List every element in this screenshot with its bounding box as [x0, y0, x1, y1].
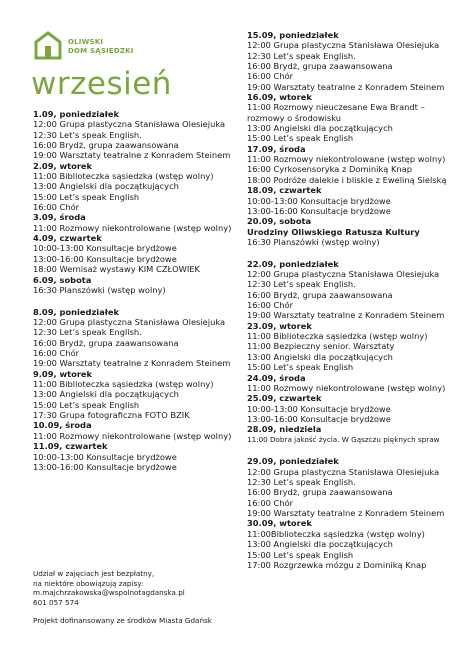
- event-item: 16:00 Chór: [33, 202, 80, 213]
- date-heading: 10.09, środa: [33, 420, 92, 431]
- event-item: 17:30 Grupa fotograficzna FOTO BZIK: [33, 410, 190, 421]
- footer-line: Udział w zajęciach jest bezpłatny,: [33, 569, 155, 578]
- event-item: 16:30 Planszówki (wstęp wolny): [33, 284, 166, 295]
- event-item: 12:30 Let’s speak English.: [33, 129, 142, 140]
- event-item: 11:00 Rozmowy niekontrolowane (wstęp wolny): [33, 430, 232, 441]
- event-item: 19:00 Warsztaty teatralne z Konradem Steinem: [247, 508, 445, 519]
- event-item: 13:00-16:00 Konsultacje brydżowe: [247, 413, 391, 424]
- section-spacer: [33, 295, 249, 307]
- event-item: 12:00 Grupa plastyczna Stanisława Olesiejuka: [33, 317, 226, 328]
- section-spacer: [247, 247, 460, 259]
- date-heading: 6.09, sobota: [33, 274, 92, 285]
- event-item: 16:00 Brydż, grupa zaawansowana: [247, 487, 393, 498]
- funding-note: Projekt dofinansowany ze środków Miasta Gdańsk: [33, 616, 212, 626]
- event-item: 16:00 Brydż, grupa zaawansowana: [247, 289, 393, 300]
- event-item: 12:30 Let’s speak English.: [247, 477, 356, 488]
- schedule-right-column: [247, 30, 460, 570]
- footer-line: na niektóre obowiązują zapisy:: [33, 578, 144, 588]
- date-heading: Urodziny Oliwskiego Ratusza Kultury: [247, 226, 420, 237]
- logo-text: [68, 30, 134, 56]
- event-item: 16:00 Chór: [247, 71, 294, 82]
- event-item: 10:00-13:00 Konsultacje brydżowe: [247, 195, 391, 206]
- footer-info: [33, 569, 243, 626]
- event-item: 19:00 Warsztaty teatralne z Konradem Steinem: [247, 310, 445, 321]
- date-heading: 3.09, środa: [33, 212, 86, 223]
- date-heading: 17.09, środa: [247, 143, 306, 154]
- date-heading: 23.09, wtorek: [247, 320, 312, 331]
- section-spacer: [247, 445, 460, 457]
- event-item: 12:00 Grupa plastyczna Stanisława Olesiejuka: [247, 466, 440, 477]
- event-item: 16:00 Brydż, grupa zaawansowana: [33, 140, 179, 151]
- event-item: 16:00 Brydż, grupa zaawansowana: [33, 337, 179, 348]
- event-item: 13:00-16:00 Konsultacje brydżowe: [33, 461, 177, 472]
- date-heading: 25.09, czwartek: [247, 393, 322, 404]
- event-item: 13:00 Angielski dla początkujących: [33, 181, 179, 192]
- event-item: 11:00 Bezpieczny senior. Warsztaty: [247, 341, 395, 352]
- date-heading: 8.09, poniedziałek: [33, 306, 119, 317]
- event-item: 12:00 Grupa plastyczna Stanisława Olesiejuka: [247, 40, 440, 51]
- event-item: 11:00Biblioteczka sąsiedzka (wstęp wolny): [247, 528, 425, 539]
- contact-email: m.majchrzakowska@wspolnotagdanska.pl: [33, 588, 185, 598]
- date-heading: 2.09, wtorek: [33, 160, 93, 171]
- date-heading: 18.09, czwartek: [247, 185, 322, 196]
- event-item: 12:30 Let’s speak English.: [247, 279, 356, 290]
- event-item: rozmowy o środowisku: [247, 112, 342, 123]
- event-item: 12:30 Let’s speak English.: [247, 50, 356, 61]
- event-item: 18:00 Wernisaż wystawy KIM CZŁOWIEK: [33, 264, 200, 275]
- event-item: 12:00 Grupa plastyczna Stanisława Olesiejuka: [33, 119, 226, 130]
- event-item: 10:00-13:00 Konsultacje brydżowe: [33, 243, 177, 254]
- event-item: 11:00 Biblioteczka sąsiedzka (wstęp wolny): [33, 379, 214, 390]
- event-item: 18:00 Podróże dalekie i bliskie z Eweliną Sielską: [247, 174, 447, 185]
- event-item: 11:00 Rozmowy niekontrolowane (wstęp wolny): [33, 222, 232, 233]
- date-heading: 15.09, poniedziałek: [247, 30, 339, 40]
- date-heading: 22.09, poniedziałek: [247, 258, 339, 269]
- logo-line-1: OLIWSKI: [68, 38, 104, 46]
- event-item: 10:00-13:00 Konsultacje brydżowe: [33, 451, 177, 462]
- event-item: 11:00 Dobra jakość życia. W Gąszczu pięknych spraw: [247, 434, 440, 444]
- event-item: 17:00 Rozgrzewka mózgu z Dominiką Knap: [247, 559, 427, 570]
- event-item: 19:00 Warsztaty teatralne z Konradem Steinem: [33, 358, 231, 369]
- event-item: 13:00 Angielski dla początkujących: [247, 539, 393, 550]
- page-title: wrzesień: [31, 66, 172, 102]
- date-heading: 28.09, niedziela: [247, 424, 322, 435]
- event-item: 13:00 Angielski dla początkujących: [33, 389, 179, 400]
- event-item: 11:00 Rozmowy niekontrolowane (wstęp wolny): [247, 382, 446, 393]
- date-heading: 1.09, poniedziałek: [33, 109, 119, 119]
- date-heading: 29.09, poniedziałek: [247, 456, 339, 467]
- event-item: 11:00 Biblioteczka sąsiedzka (wstęp wolny): [247, 331, 428, 342]
- event-item: 16:30 Planszówki (wstęp wolny): [247, 236, 380, 247]
- logo: [34, 30, 134, 64]
- date-heading: 30.09, wtorek: [247, 518, 312, 529]
- date-heading: 20.09, sobota: [247, 216, 312, 227]
- event-item: 11:00 Rozmowy nieuczesane Ewa Brandt –: [247, 102, 425, 113]
- logo-line-2: DOM SĄSIEDZKI: [68, 47, 134, 55]
- event-item: 13:00-16:00 Konsultacje brydżowe: [33, 253, 177, 264]
- date-heading: 9.09, wtorek: [33, 368, 93, 379]
- event-item: 16:00 Brydż, grupa zaawansowana: [247, 61, 393, 72]
- event-item: 12:30 Let’s speak English.: [33, 327, 142, 338]
- event-item: 16:00 Cyrkosensoryka z Dominiką Knap: [247, 164, 413, 175]
- date-heading: 16.09, wtorek: [247, 92, 312, 103]
- event-item: 10:00-13:00 Konsultacje brydżowe: [247, 403, 391, 414]
- date-heading: 4.09, czwartek: [33, 233, 102, 244]
- event-item: 19:00 Warsztaty teatralne z Konradem Steinem: [33, 150, 231, 161]
- event-item: 11:00 Rozmowy niekontrolowane (wstęp wolny): [247, 154, 446, 165]
- event-item: 13:00 Angielski dla początkujących: [247, 351, 393, 362]
- event-item: 12:00 Grupa plastyczna Stanisława Olesiejuka: [247, 269, 440, 280]
- event-item: 16:00 Chór: [247, 497, 294, 508]
- event-item: 16:00 Chór: [247, 300, 294, 311]
- event-item: 15:00 Let’s speak English: [33, 399, 140, 410]
- event-item: 15:00 Let’s speak English: [247, 549, 354, 560]
- event-item: 15:00 Let’s speak English: [247, 362, 354, 373]
- contact-phone: 601 057 574: [33, 597, 79, 607]
- event-item: 13:00-16:00 Konsultacje brydżowe: [247, 205, 391, 216]
- event-item: 19:00 Warsztaty teatralne z Konradem Steinem: [247, 81, 445, 92]
- date-heading: 24.09, środa: [247, 372, 306, 383]
- house-icon: [34, 30, 62, 60]
- date-heading: 11.09, czwartek: [33, 441, 108, 452]
- event-item: 15:00 Let’s speak English: [33, 191, 140, 202]
- event-item: 13:00 Angielski dla początkujących: [247, 123, 393, 134]
- schedule-left-column: [33, 109, 249, 472]
- event-item: 15:00 Let’s speak English: [247, 133, 354, 144]
- event-item: 11:00 Biblioteczka sąsiedzka (wstęp wolny): [33, 171, 214, 182]
- event-item: 16:00 Chór: [33, 348, 80, 359]
